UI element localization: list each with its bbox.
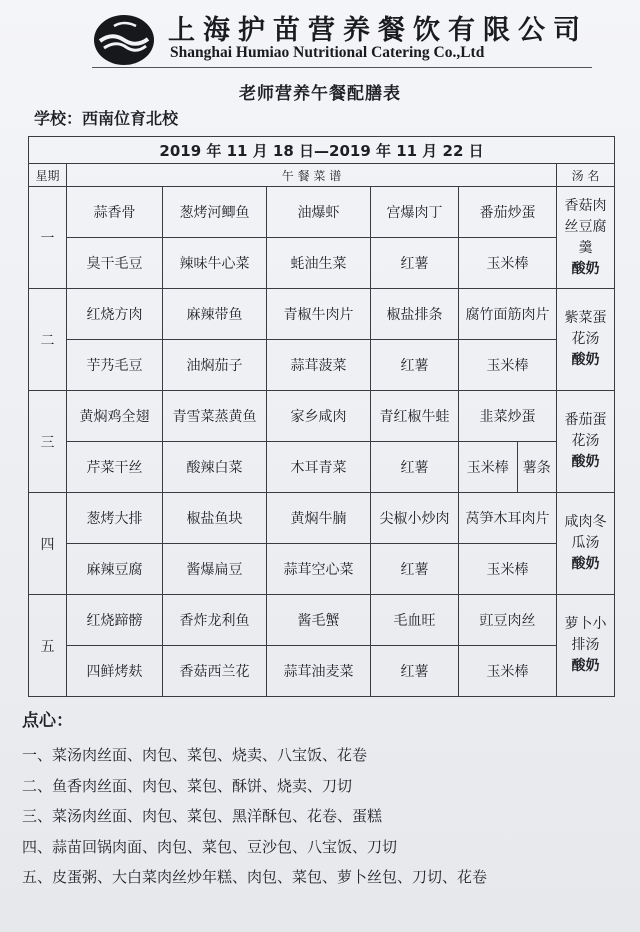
dish-cell: 辣味牛心菜 [163, 238, 267, 289]
soup-cell [557, 391, 615, 493]
dish-cell: 宫爆肉丁 [371, 187, 459, 238]
dish-cell: 家乡咸肉 [267, 391, 371, 442]
soup-name: 香菇肉丝豆腐羹 [564, 197, 607, 256]
dish-cell: 葱烤大排 [67, 493, 163, 544]
list-item: 二、鱼香肉丝面、肉包、菜包、酥饼、烧卖、刀切 [22, 776, 353, 795]
day-cell: 四 [29, 493, 67, 595]
dish-cell: 青红椒牛蛙 [371, 391, 459, 442]
table-row [29, 595, 615, 646]
date-range: 2019 年 11 月 18 日—2019 年 11 月 22 日 [29, 137, 615, 164]
table-row [29, 442, 615, 493]
dish-cell: 红烧蹄髈 [67, 595, 163, 646]
yogurt-label: 酸奶 [571, 556, 600, 572]
dish-cell: 玉米棒 [459, 238, 557, 289]
company-logo-icon [92, 12, 156, 68]
dish-cell: 蒜茸空心菜 [267, 544, 371, 595]
dish-cell: 玉米棒 [466, 460, 509, 476]
dish-cell: 玉米棒 [459, 340, 557, 391]
yogurt-label: 酸奶 [571, 352, 600, 368]
company-name-cn: 上海护苗营养餐饮有限公司 [168, 15, 588, 46]
col-header-menu: 午 餐 菜 谱 [67, 164, 557, 187]
lunch-menu-table [28, 136, 615, 697]
document-title: 老师营养午餐配膳表 [239, 84, 401, 104]
dish-cell: 玉米棒 [459, 544, 557, 595]
dish-cell: 薯条 [517, 442, 556, 492]
dish-cell: 油爆虾 [267, 187, 371, 238]
table-row [29, 391, 615, 442]
dish-cell: 椒盐排条 [371, 289, 459, 340]
dish-cell: 黄焖鸡全翅 [67, 391, 163, 442]
yogurt-label: 酸奶 [571, 658, 600, 674]
dish-cell: 芋艿毛豆 [67, 340, 163, 391]
list-item: 四、蒜苗回锅肉面、肉包、菜包、豆沙包、八宝饭、刀切 [22, 837, 398, 856]
dish-cell: 红薯 [371, 646, 459, 697]
table-row [29, 646, 615, 697]
dish-cell: 酱毛蟹 [267, 595, 371, 646]
dish-cell: 四鲜烤麸 [67, 646, 163, 697]
dish-cell: 玉米棒 [459, 646, 557, 697]
soup-cell [557, 595, 615, 697]
dish-cell: 红烧方肉 [67, 289, 163, 340]
dish-cell-split [459, 442, 557, 493]
dish-cell: 香菇西兰花 [163, 646, 267, 697]
table-row [29, 187, 615, 238]
soup-cell [557, 493, 615, 595]
dish-cell: 臭干毛豆 [67, 238, 163, 289]
dish-cell: 毛血旺 [371, 595, 459, 646]
table-row [29, 493, 615, 544]
dish-cell: 木耳青菜 [267, 442, 371, 493]
company-name-en: Shanghai Humiao Nutritional Catering Co.,Ltd [170, 44, 485, 61]
snack-list [22, 740, 622, 893]
yogurt-label: 酸奶 [571, 260, 600, 277]
day-cell: 五 [29, 595, 67, 697]
col-header-soup: 汤 名 [557, 164, 615, 187]
soup-name: 番茄蛋花汤 [564, 412, 607, 449]
soup-name: 咸肉冬瓜汤 [564, 514, 607, 551]
soup-name: 萝卜小排汤 [564, 616, 607, 653]
dish-cell: 腐竹面筋肉片 [459, 289, 557, 340]
dish-cell: 油焖茄子 [163, 340, 267, 391]
school-label: 学校：西南位育北校 [34, 109, 179, 128]
dish-cell: 豇豆肉丝 [459, 595, 557, 646]
list-item: 一、菜汤肉丝面、肉包、菜包、烧卖、八宝饭、花卷 [22, 746, 368, 764]
dish-cell: 麻辣豆腐 [67, 544, 163, 595]
table-row [29, 289, 615, 340]
dish-cell: 红薯 [371, 442, 459, 493]
header-divider [92, 67, 592, 68]
dish-cell: 酱爆扁豆 [163, 544, 267, 595]
list-item: 三、菜汤肉丝面、肉包、菜包、黑洋酥包、花卷、蛋糕 [22, 807, 383, 825]
dish-cell: 蒜茸菠菜 [267, 340, 371, 391]
date-row [29, 137, 615, 164]
dish-cell: 青雪菜蒸黄鱼 [163, 391, 267, 442]
dish-cell: 韭菜炒蛋 [459, 391, 557, 442]
dish-cell: 葱烤河鲫鱼 [163, 187, 267, 238]
dish-cell: 蚝油生菜 [267, 238, 371, 289]
dish-cell: 尖椒小炒肉 [371, 493, 459, 544]
col-header-day: 星期 [29, 164, 67, 187]
header-row [29, 164, 615, 187]
snack-section-title: 点心： [22, 711, 73, 731]
dish-cell: 酸辣白菜 [163, 442, 267, 493]
dish-cell: 红薯 [371, 544, 459, 595]
dish-cell: 红薯 [371, 340, 459, 391]
dish-cell: 蒜茸油麦菜 [267, 646, 371, 697]
table-row [29, 544, 615, 595]
dish-cell: 黄焖牛腩 [267, 493, 371, 544]
dish-cell: 椒盐鱼块 [163, 493, 267, 544]
list-item: 五、皮蛋粥、大白菜肉丝炒年糕、肉包、菜包、萝卜丝包、刀切、花卷 [22, 868, 488, 886]
dish-cell: 莴笋木耳肉片 [459, 493, 557, 544]
dish-cell: 蒜香骨 [67, 187, 163, 238]
table-row [29, 340, 615, 391]
dish-cell: 青椒牛肉片 [267, 289, 371, 340]
day-cell: 二 [29, 289, 67, 391]
dish-cell: 番茄炒蛋 [459, 187, 557, 238]
dish-cell: 芹菜干丝 [67, 442, 163, 493]
dish-cell: 麻辣带鱼 [163, 289, 267, 340]
soup-cell [557, 289, 615, 391]
yogurt-label: 酸奶 [571, 454, 600, 470]
dish-cell: 香炸龙利鱼 [163, 595, 267, 646]
table-row [29, 238, 615, 289]
dish-cell: 红薯 [371, 238, 459, 289]
soup-cell [557, 187, 615, 289]
day-cell: 三 [29, 391, 67, 493]
soup-name: 紫菜蛋花汤 [564, 310, 607, 347]
day-cell: 一 [29, 187, 67, 289]
